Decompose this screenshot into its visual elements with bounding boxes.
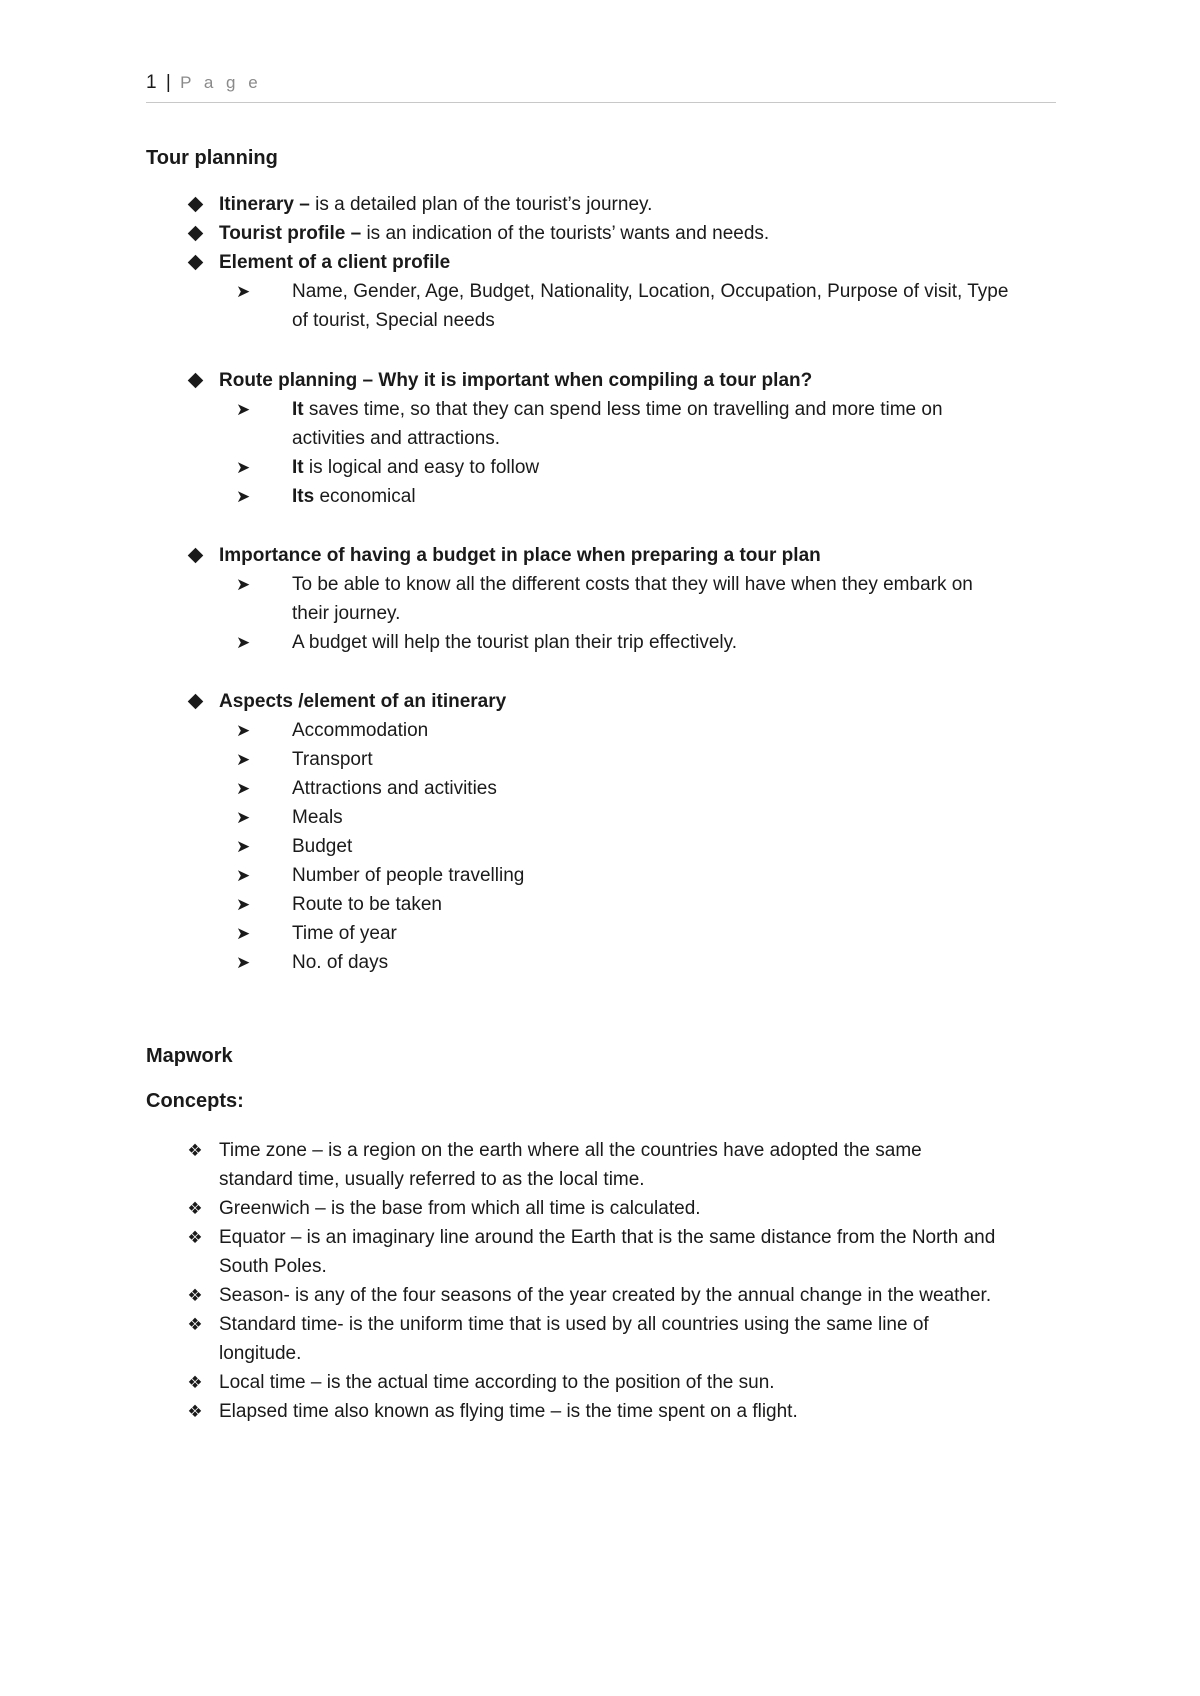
four-diamond-bullet-icon: ❖	[187, 1199, 203, 1218]
list-text: standard time, usually referred to as the local time.	[219, 1169, 645, 1190]
list-text: is logical and easy to follow	[303, 457, 540, 478]
list-text: saves time, so that they can spend less time on travelling and more time on	[303, 399, 943, 420]
list-text: Attractions and activities	[292, 778, 497, 799]
list-text: Budget	[292, 836, 353, 857]
list-text: A budget will help the tourist plan their trip effectively.	[292, 632, 737, 653]
arrow-bullet-icon: ➤	[236, 458, 251, 477]
list-text: Season- is any of the four seasons of the year created by the annual change in the weather.	[219, 1285, 992, 1306]
list-text-bold: It	[292, 457, 304, 478]
list-text: Number of people travelling	[292, 865, 525, 886]
arrow-bullet-icon: ➤	[236, 282, 251, 301]
list-text: Meals	[292, 807, 343, 828]
arrow-bullet-icon: ➤	[236, 808, 251, 827]
header-separator: |	[165, 72, 171, 93]
subsection-title: Element of a client profile	[219, 252, 451, 273]
list-text-bold: Its	[292, 486, 315, 507]
four-diamond-bullet-icon: ❖	[187, 1315, 203, 1334]
section-title-mapwork: Mapwork	[146, 1045, 233, 1067]
list-text: Greenwich – is the base from which all time is calculated.	[219, 1198, 701, 1219]
subsection-title: Route planning – Why it is important when compiling a tour plan?	[219, 370, 813, 391]
definition-text: is a detailed plan of the tourist’s journey.	[309, 194, 653, 215]
four-diamond-bullet-icon: ❖	[187, 1228, 203, 1247]
definition-text: is an indication of the tourists’ wants and needs.	[361, 223, 770, 244]
arrow-bullet-icon: ➤	[236, 750, 251, 769]
arrow-bullet-icon: ➤	[236, 721, 251, 740]
section-title-tour-planning: Tour planning	[146, 147, 278, 169]
four-diamond-bullet-icon: ❖	[187, 1373, 203, 1392]
list-text: longitude.	[219, 1343, 302, 1364]
page-header	[146, 72, 1056, 103]
arrow-bullet-icon: ➤	[236, 895, 251, 914]
arrow-bullet-icon: ➤	[236, 924, 251, 943]
list-text: No. of days	[292, 952, 389, 973]
subsection-title: Importance of having a budget in place when preparing a tour plan	[219, 545, 821, 566]
arrow-bullet-icon: ➤	[236, 953, 251, 972]
four-diamond-bullet-icon: ❖	[187, 1141, 203, 1160]
list-text: activities and attractions.	[292, 428, 501, 449]
list-text: Standard time- is the uniform time that is used by all countries using the same line of	[219, 1314, 929, 1335]
list-text: Local time – is the actual time according to the position of the sun.	[219, 1372, 775, 1393]
diamond-bullet-icon	[184, 248, 206, 277]
arrow-bullet-icon: ➤	[236, 779, 251, 798]
list-text: Elapsed time also known as flying time – is the time spent on a flight.	[219, 1401, 798, 1422]
list-text: Accommodation	[292, 720, 429, 741]
arrow-bullet-icon: ➤	[236, 400, 251, 419]
definition-term: Itinerary –	[219, 194, 310, 215]
list-text: Equator – is an imaginary line around the Earth that is the same distance from the North and	[219, 1227, 996, 1248]
page-label: P a g e	[180, 73, 262, 92]
arrow-bullet-icon: ➤	[236, 866, 251, 885]
diamond-bullet-icon	[184, 366, 206, 395]
concepts-title: Concepts:	[146, 1090, 244, 1112]
arrow-bullet-icon: ➤	[236, 837, 251, 856]
arrow-bullet-icon: ➤	[236, 487, 251, 506]
subsection-title: Aspects /element of an itinerary	[219, 691, 507, 712]
list-text: South Poles.	[219, 1256, 327, 1277]
four-diamond-bullet-icon: ❖	[187, 1286, 203, 1305]
list-text: Time zone – is a region on the earth where all the countries have adopted the same	[219, 1140, 922, 1161]
page-number: 1	[146, 72, 157, 93]
list-text: Route to be taken	[292, 894, 442, 915]
definition-term: Tourist profile –	[219, 223, 362, 244]
arrow-bullet-icon: ➤	[236, 575, 251, 594]
list-text: Time of year	[292, 923, 397, 944]
diamond-bullet-icon	[184, 190, 206, 219]
list-text: economical	[314, 486, 416, 507]
list-text: their journey.	[292, 603, 401, 624]
list-text: Name, Gender, Age, Budget, Nationality, Location, Occupation, Purpose of visit, Type	[292, 281, 1009, 302]
list-text: of tourist, Special needs	[292, 310, 495, 331]
diamond-bullet-icon	[184, 541, 206, 570]
list-text: Transport	[292, 749, 373, 770]
arrow-bullet-icon: ➤	[236, 633, 251, 652]
list-text: To be able to know all the different costs that they will have when they embark on	[292, 574, 973, 595]
diamond-bullet-icon	[184, 219, 206, 248]
list-text-bold: It	[292, 399, 304, 420]
diamond-bullet-icon	[184, 687, 206, 716]
four-diamond-bullet-icon: ❖	[187, 1402, 203, 1421]
